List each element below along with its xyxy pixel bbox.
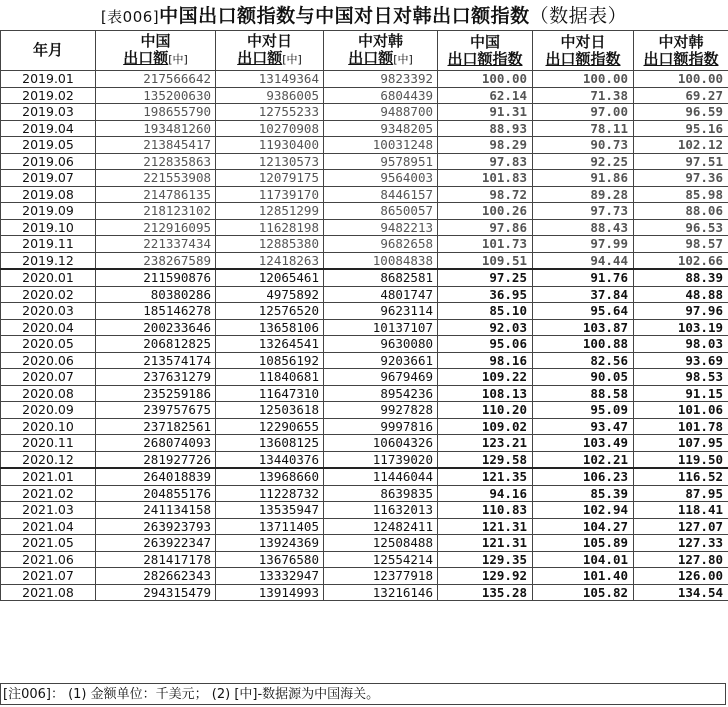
cell-korea-export: 9630080: [324, 336, 438, 353]
cell-china-index: 108.13: [438, 385, 533, 402]
cell-japan-index: 37.84: [533, 286, 634, 303]
cell-japan-index: 105.89: [533, 535, 634, 552]
cell-china-export: 213845417: [96, 137, 216, 154]
table-row: [1, 269, 728, 286]
cell-year-month: 2021.08: [1, 584, 96, 601]
cell-japan-export: 12130573: [216, 153, 324, 170]
table-row: [1, 203, 728, 220]
cell-china-index: 109.22: [438, 369, 533, 386]
cell-korea-export: 12554214: [324, 551, 438, 568]
header-china-index: 中国 出口额指数: [438, 31, 533, 71]
cell-china-index: 97.83: [438, 153, 533, 170]
table-row: [1, 435, 728, 452]
cell-japan-export: 11840681: [216, 369, 324, 386]
cell-year-month: 2021.04: [1, 518, 96, 535]
cell-korea-index: 87.95: [634, 485, 728, 502]
cell-year-month: 2019.06: [1, 153, 96, 170]
table-row: [1, 336, 728, 353]
cell-china-index: 98.72: [438, 186, 533, 203]
cell-japan-export: 12418263: [216, 252, 324, 269]
cell-korea-export: 9482213: [324, 219, 438, 236]
cell-china-export: 281417178: [96, 551, 216, 568]
cell-japan-index: 100.88: [533, 336, 634, 353]
cell-china-index: 94.16: [438, 485, 533, 502]
cell-japan-export: 13608125: [216, 435, 324, 452]
cell-korea-index: 97.51: [634, 153, 728, 170]
cell-japan-export: 12851299: [216, 203, 324, 220]
header-korea-index: 中对韩 出口额指数: [634, 31, 728, 71]
cell-japan-export: 11628198: [216, 219, 324, 236]
cell-korea-index: 127.07: [634, 518, 728, 535]
cell-china-export: 237182561: [96, 418, 216, 435]
cell-korea-index: 69.27: [634, 87, 728, 104]
cell-china-export: 211590876: [96, 269, 216, 286]
cell-china-index: 129.58: [438, 451, 533, 468]
cell-korea-export: 12377918: [324, 568, 438, 585]
cell-korea-export: 11446044: [324, 468, 438, 485]
cell-korea-index: 119.50: [634, 451, 728, 468]
cell-japan-index: 102.94: [533, 502, 634, 519]
cell-korea-index: 100.00: [634, 71, 728, 88]
cell-korea-index: 102.12: [634, 137, 728, 154]
cell-korea-index: 103.19: [634, 319, 728, 336]
cell-japan-index: 95.09: [533, 402, 634, 419]
table-row: [1, 319, 728, 336]
cell-china-index: 135.28: [438, 584, 533, 601]
table-row: [1, 535, 728, 552]
cell-korea-export: 9997816: [324, 418, 438, 435]
cell-korea-export: 9679469: [324, 369, 438, 386]
cell-japan-export: 12885380: [216, 236, 324, 253]
cell-year-month: 2020.06: [1, 352, 96, 369]
cell-japan-export: 13914993: [216, 584, 324, 601]
footnote: [注006]： (1) 金额单位：千美元； (2) [中]-数据源为中国海关。: [0, 683, 726, 705]
cell-china-export: 235259186: [96, 385, 216, 402]
cell-year-month: 2019.08: [1, 186, 96, 203]
export-index-table: [0, 30, 728, 601]
cell-china-index: 101.83: [438, 170, 533, 187]
cell-korea-export: 9564003: [324, 170, 438, 187]
cell-china-export: 218123102: [96, 203, 216, 220]
cell-china-export: 214786135: [96, 186, 216, 203]
cell-japan-index: 106.23: [533, 468, 634, 485]
cell-japan-export: 13658106: [216, 319, 324, 336]
cell-korea-index: 95.16: [634, 120, 728, 137]
cell-china-export: 204855176: [96, 485, 216, 502]
cell-japan-index: 100.00: [533, 71, 634, 88]
cell-japan-index: 91.86: [533, 170, 634, 187]
cell-korea-index: 98.57: [634, 236, 728, 253]
cell-japan-export: 13149364: [216, 71, 324, 88]
cell-japan-export: 13711405: [216, 518, 324, 535]
cell-korea-export: 10031248: [324, 137, 438, 154]
header-china-export: 中国 出口额[中]: [96, 31, 216, 71]
cell-japan-export: 13968660: [216, 468, 324, 485]
cell-korea-index: 93.69: [634, 352, 728, 369]
cell-japan-export: 12755233: [216, 104, 324, 121]
cell-japan-index: 78.11: [533, 120, 634, 137]
cell-china-index: 110.83: [438, 502, 533, 519]
header-korea-export: 中对韩 出口额[中]: [324, 31, 438, 71]
cell-korea-index: 101.06: [634, 402, 728, 419]
cell-korea-export: 10137107: [324, 319, 438, 336]
cell-china-index: 62.14: [438, 87, 533, 104]
cell-china-export: 213574174: [96, 352, 216, 369]
table-row: [1, 186, 728, 203]
cell-china-export: 241134158: [96, 502, 216, 519]
cell-china-export: 282662343: [96, 568, 216, 585]
cell-japan-index: 92.25: [533, 153, 634, 170]
cell-year-month: 2020.04: [1, 319, 96, 336]
cell-korea-export: 6804439: [324, 87, 438, 104]
cell-year-month: 2021.03: [1, 502, 96, 519]
cell-china-index: 97.86: [438, 219, 533, 236]
table-row: [1, 286, 728, 303]
cell-japan-export: 13264541: [216, 336, 324, 353]
cell-year-month: 2019.12: [1, 252, 96, 269]
cell-china-export: 268074093: [96, 435, 216, 452]
cell-korea-export: 9578951: [324, 153, 438, 170]
cell-korea-index: 116.52: [634, 468, 728, 485]
cell-japan-index: 97.73: [533, 203, 634, 220]
table-row: [1, 551, 728, 568]
cell-japan-export: 13332947: [216, 568, 324, 585]
cell-japan-export: 13535947: [216, 502, 324, 519]
cell-china-index: 91.31: [438, 104, 533, 121]
cell-korea-index: 97.96: [634, 303, 728, 320]
cell-china-export: 281927726: [96, 451, 216, 468]
cell-year-month: 2019.10: [1, 219, 96, 236]
cell-china-index: 98.16: [438, 352, 533, 369]
table-row: [1, 71, 728, 88]
cell-china-export: 221337434: [96, 236, 216, 253]
cell-korea-export: 8650057: [324, 203, 438, 220]
cell-year-month: 2020.10: [1, 418, 96, 435]
cell-year-month: 2021.01: [1, 468, 96, 485]
cell-korea-export: 9488700: [324, 104, 438, 121]
cell-japan-index: 93.47: [533, 418, 634, 435]
cell-china-index: 109.51: [438, 252, 533, 269]
cell-china-export: 263922347: [96, 535, 216, 552]
cell-year-month: 2020.02: [1, 286, 96, 303]
cell-china-index: 109.02: [438, 418, 533, 435]
cell-japan-index: 97.99: [533, 236, 634, 253]
table-row: [1, 153, 728, 170]
cell-china-export: 198655790: [96, 104, 216, 121]
cell-japan-export: 11739170: [216, 186, 324, 203]
cell-china-export: 217566642: [96, 71, 216, 88]
cell-japan-export: 13924369: [216, 535, 324, 552]
header-japan-index: 中对日 出口额指数: [533, 31, 634, 71]
cell-china-index: 85.10: [438, 303, 533, 320]
cell-china-export: 237631279: [96, 369, 216, 386]
cell-year-month: 2021.06: [1, 551, 96, 568]
cell-china-index: 129.35: [438, 551, 533, 568]
cell-japan-index: 95.64: [533, 303, 634, 320]
cell-korea-export: 8954236: [324, 385, 438, 402]
cell-japan-export: 9386005: [216, 87, 324, 104]
cell-korea-export: 9823392: [324, 71, 438, 88]
cell-japan-index: 94.44: [533, 252, 634, 269]
table-tag: [表006]: [100, 8, 160, 26]
cell-japan-export: 12576520: [216, 303, 324, 320]
cell-china-index: 95.06: [438, 336, 533, 353]
cell-china-index: 97.25: [438, 269, 533, 286]
cell-korea-index: 96.59: [634, 104, 728, 121]
cell-year-month: 2020.09: [1, 402, 96, 419]
cell-china-index: 100.00: [438, 71, 533, 88]
cell-korea-export: 11739020: [324, 451, 438, 468]
cell-korea-index: 118.41: [634, 502, 728, 519]
table-row: [1, 236, 728, 253]
cell-china-export: 80380286: [96, 286, 216, 303]
cell-year-month: 2020.01: [1, 269, 96, 286]
cell-korea-export: 8639835: [324, 485, 438, 502]
cell-year-month: 2021.05: [1, 535, 96, 552]
cell-japan-export: 12290655: [216, 418, 324, 435]
title-sub: （数据表）: [529, 5, 628, 27]
table-row: [1, 485, 728, 502]
table-row: [1, 584, 728, 601]
cell-japan-index: 91.76: [533, 269, 634, 286]
cell-year-month: 2020.08: [1, 385, 96, 402]
cell-korea-index: 96.53: [634, 219, 728, 236]
cell-korea-export: 9623114: [324, 303, 438, 320]
cell-korea-export: 12482411: [324, 518, 438, 535]
cell-year-month: 2019.01: [1, 71, 96, 88]
table-row: [1, 385, 728, 402]
cell-korea-export: 12508488: [324, 535, 438, 552]
cell-korea-export: 10084838: [324, 252, 438, 269]
cell-china-export: 135200630: [96, 87, 216, 104]
cell-japan-index: 104.27: [533, 518, 634, 535]
cell-year-month: 2019.04: [1, 120, 96, 137]
cell-korea-export: 4801747: [324, 286, 438, 303]
cell-japan-index: 103.49: [533, 435, 634, 452]
cell-year-month: 2020.11: [1, 435, 96, 452]
table-row: [1, 468, 728, 485]
cell-korea-index: 127.33: [634, 535, 728, 552]
cell-korea-export: 9927828: [324, 402, 438, 419]
cell-china-export: 239757675: [96, 402, 216, 419]
cell-korea-index: 102.66: [634, 252, 728, 269]
cell-japan-export: 12079175: [216, 170, 324, 187]
table-row: [1, 451, 728, 468]
cell-year-month: 2020.07: [1, 369, 96, 386]
title-main: 中国出口额指数与中国对日对韩出口额指数: [159, 5, 530, 27]
cell-china-index: 101.73: [438, 236, 533, 253]
cell-korea-index: 48.88: [634, 286, 728, 303]
cell-japan-index: 82.56: [533, 352, 634, 369]
cell-year-month: 2019.07: [1, 170, 96, 187]
cell-korea-index: 134.54: [634, 584, 728, 601]
cell-year-month: 2019.03: [1, 104, 96, 121]
header-japan-export: 中对日 出口额[中]: [216, 31, 324, 71]
cell-china-export: 221553908: [96, 170, 216, 187]
cell-japan-export: 10270908: [216, 120, 324, 137]
cell-japan-index: 90.05: [533, 369, 634, 386]
cell-china-export: 200233646: [96, 319, 216, 336]
cell-japan-export: 11647310: [216, 385, 324, 402]
table-body: [1, 71, 728, 601]
table-row: [1, 402, 728, 419]
cell-japan-index: 85.39: [533, 485, 634, 502]
cell-china-export: 294315479: [96, 584, 216, 601]
table-row: [1, 87, 728, 104]
cell-korea-index: 107.95: [634, 435, 728, 452]
cell-korea-index: 126.00: [634, 568, 728, 585]
page-title: [0, 0, 728, 30]
table-row: [1, 104, 728, 121]
cell-japan-index: 71.38: [533, 87, 634, 104]
cell-korea-index: 98.03: [634, 336, 728, 353]
cell-year-month: 2019.05: [1, 137, 96, 154]
header-row: [1, 31, 728, 71]
cell-korea-export: 13216146: [324, 584, 438, 601]
cell-japan-index: 103.87: [533, 319, 634, 336]
cell-korea-export: 11632013: [324, 502, 438, 519]
cell-japan-index: 97.00: [533, 104, 634, 121]
cell-china-index: 100.26: [438, 203, 533, 220]
cell-china-index: 121.35: [438, 468, 533, 485]
cell-korea-index: 88.06: [634, 203, 728, 220]
cell-japan-index: 90.73: [533, 137, 634, 154]
cell-china-index: 121.31: [438, 518, 533, 535]
cell-china-export: 185146278: [96, 303, 216, 320]
cell-china-export: 212835863: [96, 153, 216, 170]
cell-year-month: 2020.03: [1, 303, 96, 320]
cell-china-index: 121.31: [438, 535, 533, 552]
cell-china-export: 263923793: [96, 518, 216, 535]
cell-year-month: 2020.12: [1, 451, 96, 468]
cell-year-month: 2020.05: [1, 336, 96, 353]
cell-korea-export: 9682658: [324, 236, 438, 253]
cell-japan-index: 88.58: [533, 385, 634, 402]
cell-year-month: 2019.09: [1, 203, 96, 220]
cell-year-month: 2021.02: [1, 485, 96, 502]
table-row: [1, 137, 728, 154]
cell-korea-index: 88.39: [634, 269, 728, 286]
cell-china-export: 212916095: [96, 219, 216, 236]
cell-japan-export: 13676580: [216, 551, 324, 568]
cell-korea-index: 85.98: [634, 186, 728, 203]
table-row: [1, 518, 728, 535]
cell-japan-export: 10856192: [216, 352, 324, 369]
cell-korea-export: 9203661: [324, 352, 438, 369]
cell-korea-index: 97.36: [634, 170, 728, 187]
cell-japan-index: 105.82: [533, 584, 634, 601]
cell-japan-export: 4975892: [216, 286, 324, 303]
cell-korea-export: 10604326: [324, 435, 438, 452]
table-row: [1, 568, 728, 585]
cell-japan-index: 89.28: [533, 186, 634, 203]
table-row: [1, 502, 728, 519]
cell-china-export: 193481260: [96, 120, 216, 137]
cell-japan-export: 13440376: [216, 451, 324, 468]
cell-korea-index: 127.80: [634, 551, 728, 568]
table-row: [1, 120, 728, 137]
cell-china-index: 92.03: [438, 319, 533, 336]
cell-china-index: 36.95: [438, 286, 533, 303]
cell-china-index: 129.92: [438, 568, 533, 585]
cell-japan-index: 88.43: [533, 219, 634, 236]
cell-japan-export: 12503618: [216, 402, 324, 419]
table-row: [1, 369, 728, 386]
cell-china-export: 264018839: [96, 468, 216, 485]
cell-china-export: 238267589: [96, 252, 216, 269]
table-row: [1, 352, 728, 369]
cell-japan-index: 102.21: [533, 451, 634, 468]
cell-korea-export: 8682581: [324, 269, 438, 286]
cell-korea-export: 8446157: [324, 186, 438, 203]
cell-japan-export: 11930400: [216, 137, 324, 154]
cell-china-export: 206812825: [96, 336, 216, 353]
cell-china-index: 98.29: [438, 137, 533, 154]
cell-korea-index: 91.15: [634, 385, 728, 402]
cell-japan-export: 11228732: [216, 485, 324, 502]
cell-korea-index: 101.78: [634, 418, 728, 435]
cell-china-index: 110.20: [438, 402, 533, 419]
table-row: [1, 418, 728, 435]
table-row: [1, 170, 728, 187]
cell-japan-export: 12065461: [216, 269, 324, 286]
table-row: [1, 219, 728, 236]
cell-year-month: 2019.02: [1, 87, 96, 104]
cell-china-index: 88.93: [438, 120, 533, 137]
table-row: [1, 303, 728, 320]
table-row: [1, 252, 728, 269]
cell-japan-index: 101.40: [533, 568, 634, 585]
cell-year-month: 2019.11: [1, 236, 96, 253]
cell-korea-export: 9348205: [324, 120, 438, 137]
header-year-month: 年月: [1, 31, 96, 71]
cell-year-month: 2021.07: [1, 568, 96, 585]
cell-japan-index: 104.01: [533, 551, 634, 568]
cell-korea-index: 98.53: [634, 369, 728, 386]
cell-china-index: 123.21: [438, 435, 533, 452]
